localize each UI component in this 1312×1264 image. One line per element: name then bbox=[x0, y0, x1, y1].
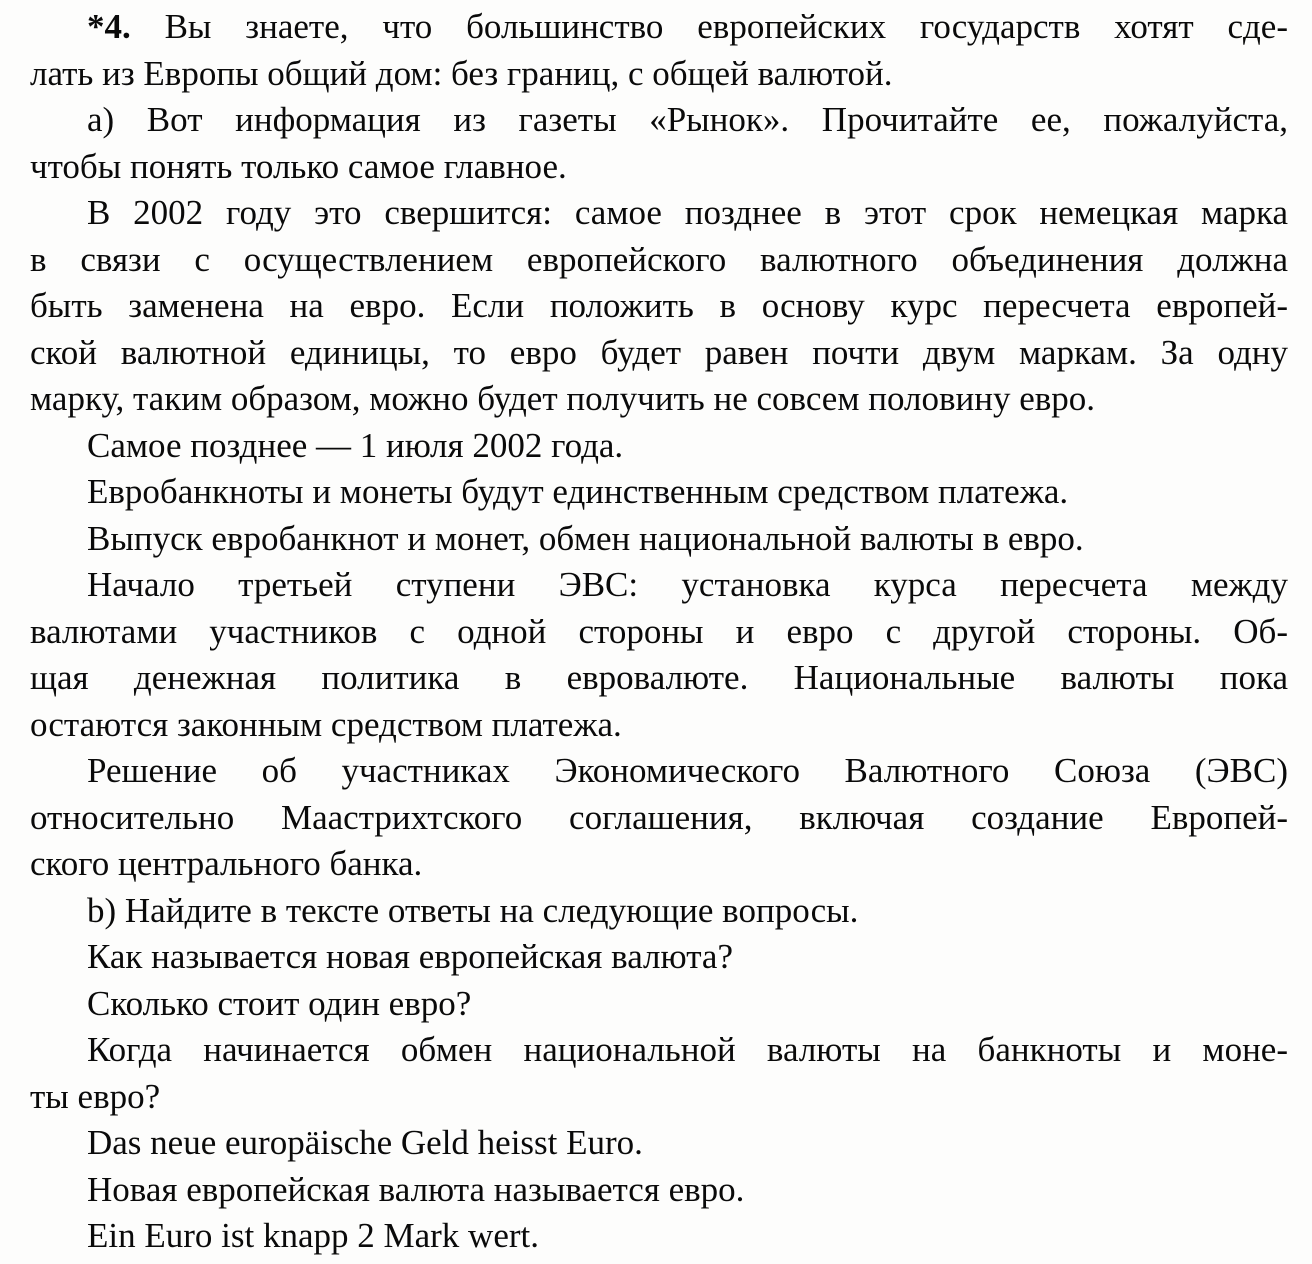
emu-members-decision-line-1: Решение об участниках Экономического Валютного Союза (ЭВС) bbox=[87, 751, 1288, 790]
part-a-instruction-line-2: чтобы понять только самое главное. bbox=[30, 146, 567, 186]
question-3-line-1: Когда начинается обмен национальной валюты на банкноты и моне- bbox=[87, 1030, 1288, 1069]
question-1-line-1: Как называется новая европейская валюта? bbox=[87, 937, 733, 976]
issuance-note-line-1: Выпуск евробанкнот и монет, обмен национальной валюты в евро. bbox=[87, 518, 1084, 558]
emu-third-stage-line-2: валютами участников с одной стороны и евро с другой стороны. Об- bbox=[30, 611, 1288, 651]
newspaper-text-line-3: быть заменена на евро. Если положить в основу курс пересчета европей- bbox=[30, 286, 1288, 325]
question-2-line-1: Сколько стоит один евро? bbox=[87, 983, 472, 1023]
newspaper-text-line-1: В 2002 году это свершится: самое позднее в этот срок немецкая марка bbox=[87, 193, 1288, 232]
answer-russian-line-1: Новая европейская валюта называется евро. bbox=[87, 1169, 745, 1209]
emu-members-decision-line-2: относительно Маастрихтского соглашения, включая создание Европей- bbox=[30, 797, 1288, 837]
answer-value-line-1: Ein Euro ist knapp 2 Mark wert. bbox=[87, 1216, 539, 1255]
answer-german-line-1: Das neue europäische Geld heisst Euro. bbox=[87, 1123, 643, 1162]
newspaper-text-line-2: в связи с осуществлением европейского валютного объединения должна bbox=[30, 239, 1288, 279]
exercise-4-intro-line-2: лать из Европы общий дом: без границ, с общей валютой. bbox=[30, 53, 893, 93]
newspaper-text-line-4: ской валютной единицы, то евро будет равен почти двум маркам. За одну bbox=[30, 332, 1288, 372]
part-a-instruction-line-1: а) Вот информация из газеты «Рынок». Прочитайте ее, пожалуйста, bbox=[87, 100, 1288, 139]
emu-third-stage-line-3: щая денежная политика в евровалюте. Национальные валюты пока bbox=[30, 658, 1288, 697]
exercise-number: *4. bbox=[87, 7, 131, 46]
exercise-4-intro-line-1: *4. Вы знаете, что большинство европейских государств хотят сде- bbox=[87, 7, 1288, 46]
part-b-instruction-line-1: b) Найдите в тексте ответы на следующие вопросы. bbox=[87, 890, 859, 930]
emu-third-stage-line-1: Начало третьей ступени ЭВС: установка курса пересчета между bbox=[87, 565, 1288, 604]
banknotes-note-line-1: Евробанкноты и монеты будут единственным средством платежа. bbox=[87, 472, 1069, 511]
emu-members-decision-line-3: ского центрального банка. bbox=[30, 844, 423, 883]
question-3-line-2: ты евро? bbox=[30, 1076, 161, 1116]
newspaper-text-line-5: марку, таким образом, можно будет получить не совсем половину евро. bbox=[30, 379, 1096, 418]
emu-third-stage-line-4: остаются законным средством платежа. bbox=[30, 704, 622, 744]
deadline-note-line-1: Самое позднее — 1 июля 2002 года. bbox=[87, 425, 624, 465]
